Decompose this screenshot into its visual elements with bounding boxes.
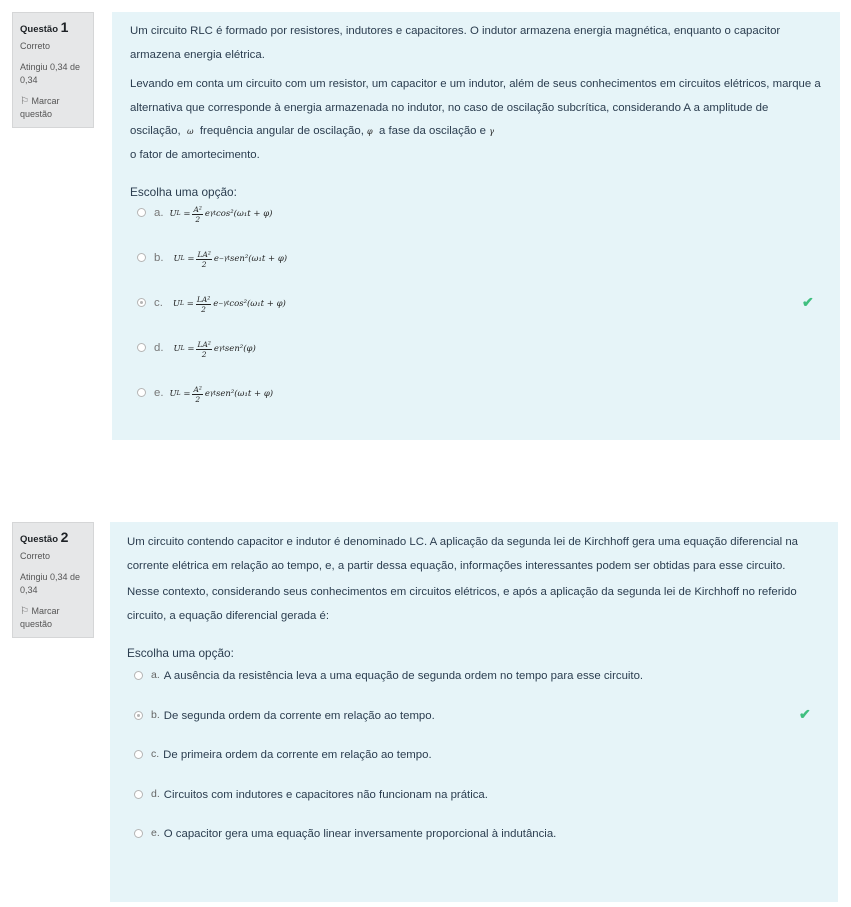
option-c[interactable] bbox=[137, 294, 286, 314]
option-letter: b. bbox=[154, 251, 164, 264]
flag-label: Marcar questão bbox=[20, 606, 60, 629]
question-text: Levando em conta um circuito com um resistor, um capacitor e um indutor, além de seus conhecimentos em circuitos elétricos, marque a alternativa que corresponde à energia armazenada no indutor, no caso de oscilação subcrítica, considerando A a amplitude de oscilação, ω frequência angular de oscilação, φ a fase da oscilação e γ o fator de amortecimento. bbox=[130, 78, 821, 161]
option-letter: b. bbox=[151, 708, 160, 721]
option-letter: e. bbox=[154, 386, 164, 399]
radio-button[interactable] bbox=[134, 829, 143, 838]
prompt: Escolha uma opção: bbox=[130, 185, 237, 199]
flag-question-button[interactable] bbox=[20, 95, 87, 121]
option-a[interactable] bbox=[137, 204, 273, 224]
omega-symbol: ω bbox=[187, 127, 194, 136]
question-text: Nesse contexto, considerando seus conhecimentos em circuitos elétricos, e após a aplicação da segunda lei de Kirchhoff no referido circuito, a equação diferencial gerada é: bbox=[127, 586, 797, 622]
radio-button[interactable] bbox=[134, 750, 143, 759]
radio-button[interactable] bbox=[137, 208, 146, 217]
question-number bbox=[20, 19, 87, 35]
option-letter: c. bbox=[151, 747, 160, 760]
formula-e: U L = $\frac{\text{A²}}{2}$ e γt sen²(ω₁t + φ) bbox=[169, 384, 274, 404]
question-state: Correto bbox=[20, 41, 51, 51]
question-label: Questão bbox=[20, 534, 59, 545]
question-number-value: 1 bbox=[60, 19, 69, 35]
question-info-2 bbox=[12, 522, 94, 638]
option-letter: e. bbox=[151, 826, 160, 839]
option-e[interactable] bbox=[134, 827, 556, 841]
option-text: O capacitor gera uma equação linear inversamente proporcional à indutância. bbox=[163, 827, 557, 840]
phi-symbol: φ bbox=[367, 127, 373, 136]
correct-check-icon: ✔ bbox=[802, 293, 814, 310]
question-content-1 bbox=[112, 12, 840, 440]
question-grade: Atingiu 0,34 de 0,34 bbox=[20, 572, 81, 595]
question-grade: Atingiu 0,34 de 0,34 bbox=[20, 62, 81, 85]
correct-check-icon: ✔ bbox=[799, 705, 811, 722]
formula-a: U L = $\frac{\text{A²}}{2}$ e γt cos²(ω₁t + φ) bbox=[169, 204, 273, 224]
prompt: Escolha uma opção: bbox=[127, 646, 234, 660]
option-letter: a. bbox=[151, 668, 160, 681]
option-letter: d. bbox=[154, 341, 164, 354]
option-d[interactable] bbox=[134, 788, 488, 802]
formula-d: U L = $\frac{\text{LA²}}{2}$ e γt sen²(φ) bbox=[173, 339, 256, 359]
option-d[interactable] bbox=[137, 339, 256, 359]
formula-c: U L = $\frac{\text{LA²}}{2}$ e −γt cos²(ω₁t + φ) bbox=[172, 294, 286, 314]
option-e[interactable] bbox=[137, 384, 274, 404]
question-number bbox=[20, 529, 87, 545]
formula-b: U L = $\frac{\text{LA²}}{2}$ e −γt sen²(ω₁t + φ) bbox=[173, 249, 288, 269]
option-c[interactable] bbox=[134, 748, 432, 762]
radio-button-selected[interactable] bbox=[134, 711, 143, 720]
option-a[interactable] bbox=[134, 669, 643, 683]
option-letter: a. bbox=[154, 206, 164, 219]
flag-label: Marcar questão bbox=[20, 96, 60, 119]
question-text: Um circuito contendo capacitor e indutor é denominado LC. A aplicação da segunda lei de Kirchhoff gera uma equação diferencial na corrente elétrica em relação ao tempo, e, a partir dessa equação, informações interessantes podem ser obtidas para esse circuito. bbox=[127, 536, 799, 572]
flag-question-button[interactable] bbox=[20, 605, 87, 631]
option-b[interactable] bbox=[134, 709, 435, 723]
flag-icon: ⚐ bbox=[20, 606, 29, 617]
question-text: Um circuito RLC é formado por resistores, indutores e capacitores. O indutor armazena energia magnética, enquanto o capacitor armazena energia elétrica. bbox=[130, 25, 781, 61]
answer-list bbox=[127, 666, 821, 866]
option-text: De segunda ordem da corrente em relação ao tempo. bbox=[163, 709, 435, 722]
question-state: Correto bbox=[20, 551, 51, 561]
question-label: Questão bbox=[20, 24, 59, 35]
radio-button[interactable] bbox=[134, 671, 143, 680]
flag-icon: ⚐ bbox=[20, 96, 29, 107]
option-text: Circuitos com indutores e capacitores não funcionam na prática. bbox=[163, 788, 488, 801]
answer-list bbox=[130, 205, 822, 435]
radio-button[interactable] bbox=[137, 388, 146, 397]
radio-button-selected[interactable] bbox=[137, 298, 146, 307]
radio-button[interactable] bbox=[137, 253, 146, 262]
radio-button[interactable] bbox=[134, 790, 143, 799]
option-text: De primeira ordem da corrente em relação ao tempo. bbox=[163, 748, 432, 761]
question-number-value: 2 bbox=[60, 529, 69, 545]
gamma-symbol: γ bbox=[489, 127, 494, 136]
option-letter: c. bbox=[154, 296, 163, 309]
question-info-1 bbox=[12, 12, 94, 128]
radio-button[interactable] bbox=[137, 343, 146, 352]
question-content-2 bbox=[110, 522, 838, 902]
option-text: A ausência da resistência leva a uma equação de segunda ordem no tempo para esse circuito. bbox=[163, 669, 644, 682]
option-b[interactable] bbox=[137, 249, 288, 269]
option-letter: d. bbox=[151, 787, 160, 800]
